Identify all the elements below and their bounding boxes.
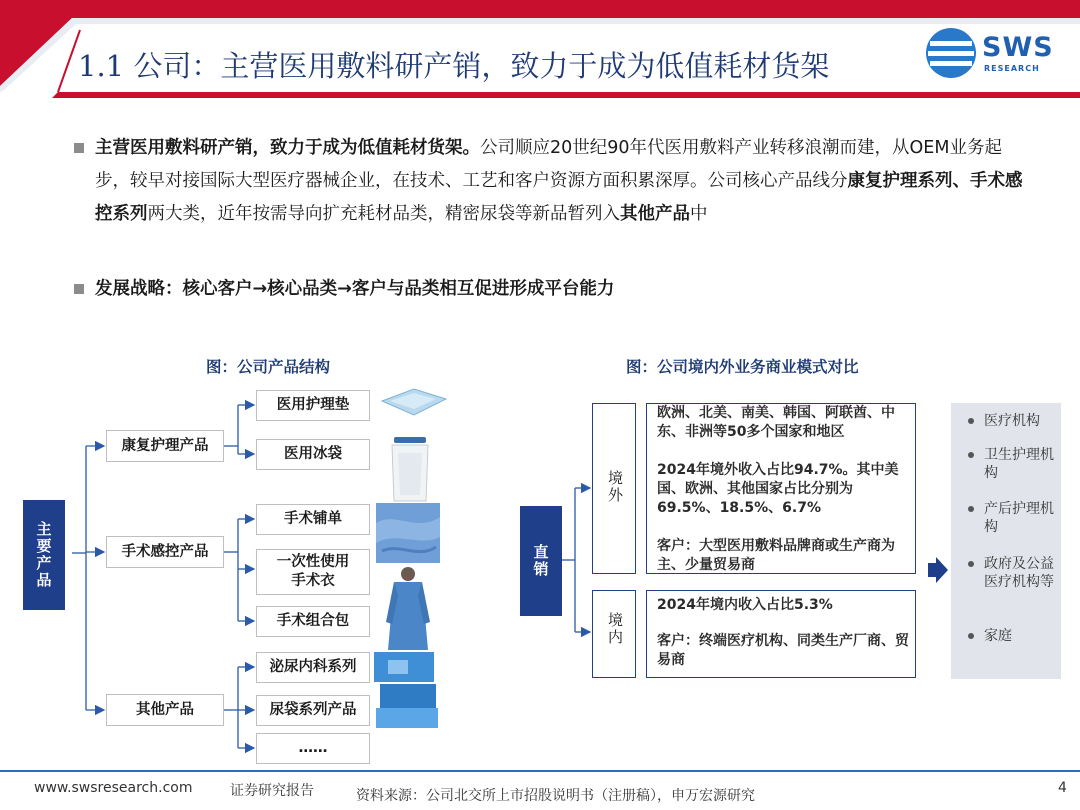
- bullet-main-text2: 两大类，近年按需导向扩充耗材品类，精密尿袋等新品暂列入: [147, 204, 620, 224]
- customer-postpartum-care: 产后护理机构: [968, 500, 1058, 536]
- product-surgical-gown: 一次性使用手术衣: [256, 549, 370, 595]
- bullet-main-text3: 中: [690, 204, 708, 224]
- product-structure-caption: 图：公司产品结构: [206, 358, 331, 376]
- product-urology-series: 泌尿内科系列: [256, 652, 370, 683]
- page-title: 1.1 公司：主营医用敷料研产销，致力于成为低值耗材货架: [78, 49, 830, 83]
- overseas-regions: 欧洲、北美、南美、韩国、阿联酋、中东、非洲等50多个国家和地区: [657, 405, 895, 440]
- category-rehab-care: 康复护理产品: [106, 430, 224, 462]
- product-urine-bag: 尿袋系列产品: [256, 695, 370, 726]
- business-model-caption: 图：公司境内外业务商业模式对比: [626, 358, 859, 376]
- customer-government: 政府及公益医疗机构等: [968, 555, 1058, 591]
- domestic-customers: 客户：终端医疗机构、同类生产厂商、贸易商: [657, 633, 909, 668]
- category-surgical-infection: 手术感控产品: [106, 536, 224, 568]
- root-direct-sales: 直销: [520, 506, 562, 616]
- logo-subtext: RESEARCH: [984, 64, 1040, 73]
- root-main-products: 主要产品: [23, 500, 65, 610]
- product-more: ……: [256, 733, 370, 764]
- category-other: 其他产品: [106, 694, 224, 726]
- overseas-label: 境外: [606, 470, 624, 504]
- page-number: 4: [1058, 780, 1067, 796]
- product-ice-bag: 医用冰袋: [256, 439, 370, 470]
- bullet-main-bold3: 其他产品: [620, 204, 690, 224]
- bullet-strategy-text: 发展战略：核心客户→核心品类→客户与品类相互促进形成平台能力: [95, 279, 615, 299]
- domestic-label: 境内: [606, 612, 624, 646]
- customer-household: 家庭: [968, 627, 1058, 645]
- footer-divider: [0, 770, 1080, 772]
- overseas-customers: 客户：大型医用敷料品牌商或生产商为主、少量贸易商: [657, 538, 895, 573]
- overseas-revenue: 2024年境外收入占比94.7%。其中美国、欧洲、其他国家占比分别为69.5%、18.5%、6.7%: [657, 462, 899, 516]
- arrow-right-icon: [928, 557, 948, 583]
- domestic-revenue: 2024年境内收入占比5.3%: [657, 597, 833, 613]
- footer-website: www.swsresearch.com: [34, 780, 193, 796]
- footer-source: 资料来源：公司北交所上市招股说明书（注册稿），申万宏源研究: [356, 788, 755, 804]
- customer-health-care: 卫生护理机构: [968, 446, 1058, 482]
- urology-products-image: [374, 650, 440, 730]
- product-nursing-pad: 医用护理垫: [256, 390, 370, 421]
- nursing-pad-image: [378, 383, 448, 423]
- surgical-drape-image: [376, 503, 440, 563]
- product-surgical-pack: 手术组合包: [256, 606, 370, 637]
- bullet-main-bold: 主营医用敷料研产销，致力于成为低值耗材货架。: [95, 138, 480, 158]
- bullet-main-text1: 公司顺应20世纪90年代医用敷料产业转移浪潮而建，从OEM业务起步，较早对接国际大型医疗器械企业，在技术、工艺和客户资源方面积累深厚。公司核心产品线分: [95, 138, 1002, 191]
- bullet-main-bold2: 康复护理系列、手术感控系列: [95, 171, 1023, 224]
- product-surgical-drape: 手术铺单: [256, 504, 370, 535]
- ice-bag-image: [386, 431, 434, 505]
- logo-text: SWS: [982, 32, 1054, 63]
- customer-medical-institutions: 医疗机构: [968, 412, 1058, 430]
- footer-label: 证券研究报告: [230, 783, 314, 799]
- surgical-gown-image: [384, 566, 432, 652]
